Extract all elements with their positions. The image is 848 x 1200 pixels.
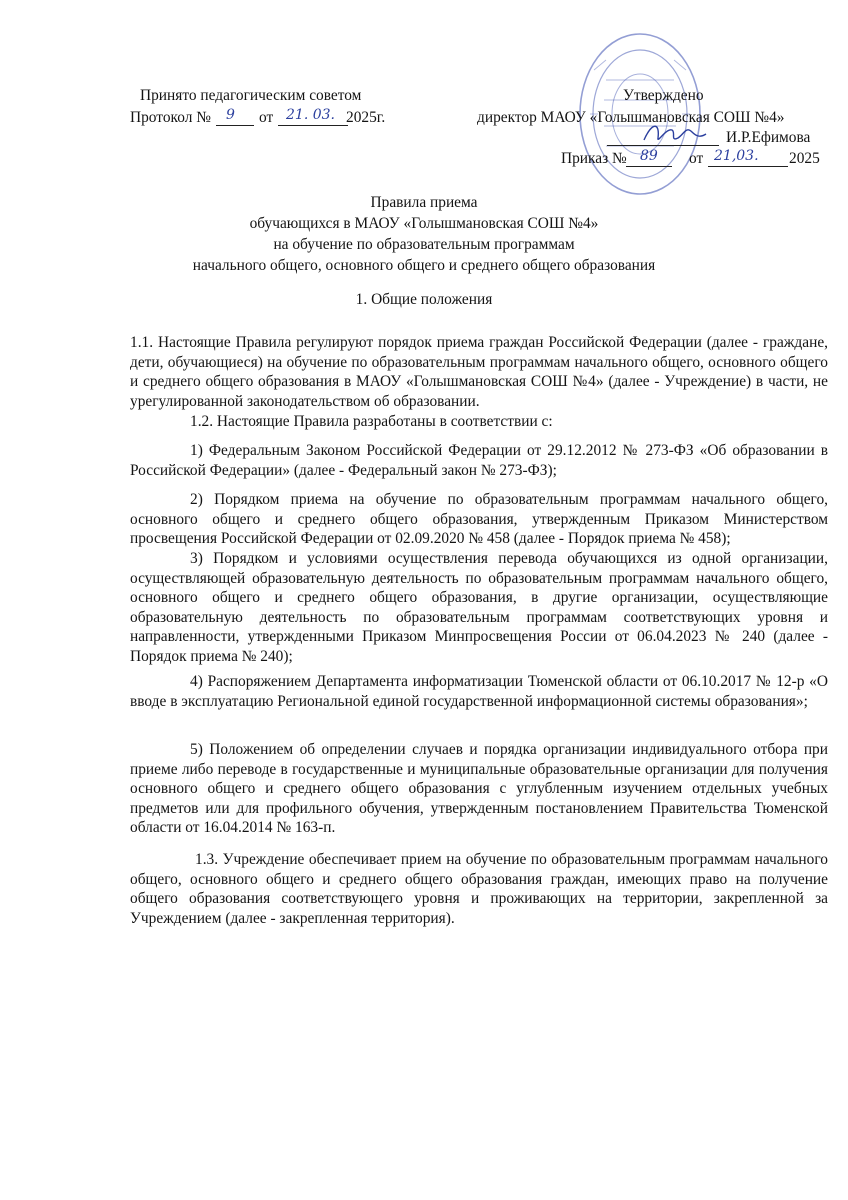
paragraph-1-2: 1.2. Настоящие Правила разработаны в соответствии с: bbox=[190, 413, 553, 430]
protocol-from: от bbox=[259, 109, 274, 126]
list-item-2: 2) Порядком приема на обучение по образовательным программам начального общего, основного общего и среднего общего образования, утвержденным Приказом Министерством просвещения Российской Федерации от 02.09.2020 № 458 (далее - Порядок приема № 458); bbox=[130, 491, 828, 548]
signature-line bbox=[607, 145, 719, 146]
paragraph-1-1: 1.1. Настоящие Правила регулируют порядок приема граждан Российской Федерации (далее - граждане, дети, обучающиеся) на обучение по образовательным программам начального общего, основного общего и среднего общего образования в МАОУ «Голышмановская СОШ №4» (далее - Учреждение) в части, не урегулированной законодательством об образовании. bbox=[130, 334, 828, 410]
list-item-3: 3) Порядком и условиями осуществления перевода обучающихся из одной организации, осуществляющей образовательную деятельность по образовательным программам начального общего, основного общего и среднего общего образования, в другие организации, осуществляющие образовательную деятельность по образовательным программам соответствующих уровня и направленности, утвержденными Приказом Минпросвещения России от 06.04.2023 № 240 (далее - Порядок приема № 240); bbox=[130, 550, 828, 665]
order-year: 2025 bbox=[789, 150, 820, 167]
list-item-5: 5) Положением об определении случаев и порядка организации индивидуального отбора при приеме либо переводе в государственные и муниципальные образовательные организации для получения основного общего и среднего общего образования с углубленным изучением отдельных учебных предметов или для профильного обучения, утвержденным постановлением Правительства Тюменской области от 16.04.2014 № 163-п. bbox=[130, 741, 828, 837]
title-line-1: Правила приема bbox=[370, 194, 478, 211]
order-prefix: Приказ № bbox=[561, 150, 627, 167]
protocol-date-line bbox=[278, 125, 348, 126]
order-number-line bbox=[626, 166, 672, 167]
order-date-line bbox=[708, 166, 788, 167]
list-item-1: 1) Федеральным Законом Российской Федерации от 29.12.2012 № 273-ФЗ «Об образовании в Российской Федерации» (далее - Федеральный закон № 273-ФЗ); bbox=[130, 442, 828, 479]
protocol-date: 21. 03. bbox=[286, 107, 335, 123]
section-heading: 1. Общие положения bbox=[355, 291, 493, 308]
order-number: 89 bbox=[640, 148, 658, 164]
approved-label: Утверждено bbox=[623, 87, 704, 104]
director-name: И.Р.Ефимова bbox=[726, 129, 811, 146]
protocol-number: 9 bbox=[226, 107, 235, 123]
director-position: директор МАОУ «Голышмановская СОШ №4» bbox=[477, 109, 785, 126]
title-line-2: обучающихся в МАОУ «Голышмановская СОШ №4» bbox=[249, 215, 599, 232]
title-line-3: на обучение по образовательным программам bbox=[273, 236, 575, 253]
list-item-4: 4) Распоряжением Департамента информатизации Тюменской области от 06.10.2017 № 12-р «О вводе в эксплуатацию Региональной единой государственной информационной системы образования»; bbox=[130, 673, 828, 710]
protocol-number-line bbox=[216, 125, 254, 126]
order-date: 21,03. bbox=[714, 148, 759, 164]
title-line-4: начального общего, основного общего и среднего общего образования bbox=[192, 257, 656, 274]
adopted-by-council: Принято педагогическим советом bbox=[140, 87, 362, 104]
protocol-prefix: Протокол № bbox=[130, 109, 211, 126]
protocol-year: 2025г. bbox=[346, 109, 386, 126]
paragraph-1-3: 1.3. Учреждение обеспечивает прием на обучение по образовательным программам начального общего, основного общего и среднего общего образования граждан, имеющих право на получение общего образования соответствующего уровня и проживающих на территории, закрепленной за Учреждением (далее - закрепленная территория). bbox=[130, 851, 828, 927]
order-from: от bbox=[689, 150, 704, 167]
